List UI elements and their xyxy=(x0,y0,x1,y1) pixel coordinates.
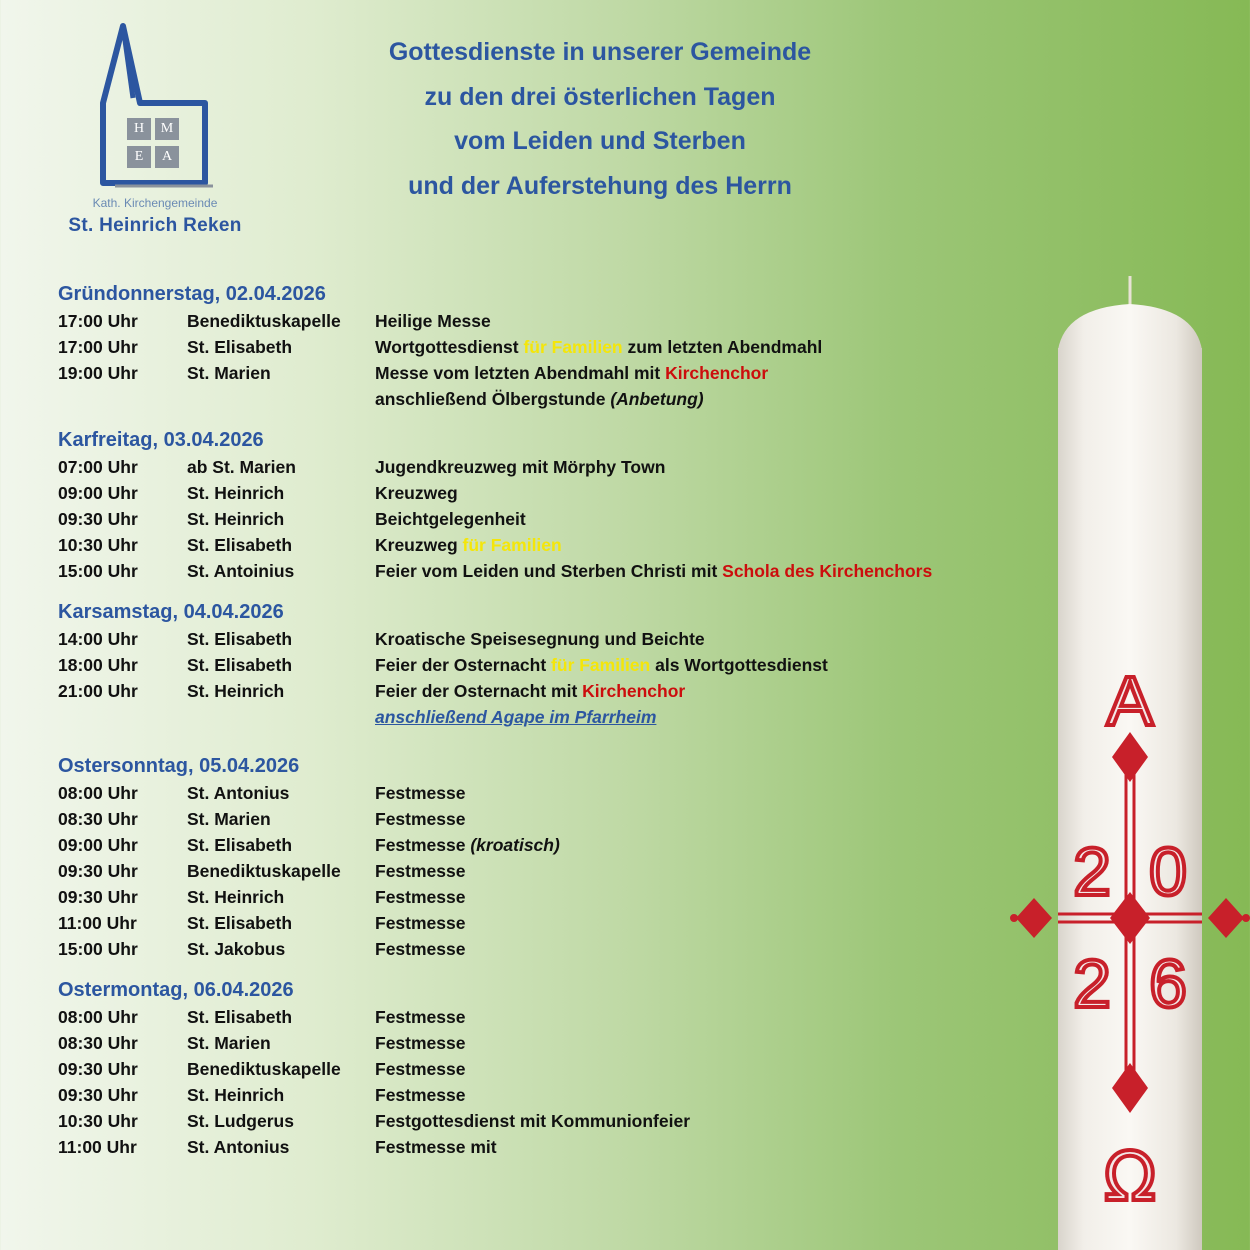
schedule-row xyxy=(58,1134,978,1160)
service-time: 09:00 Uhr xyxy=(58,835,138,855)
service-place: St. Antonius xyxy=(187,783,290,803)
service-description xyxy=(375,360,978,386)
service-place: St. Elisabeth xyxy=(187,337,293,357)
logo-letter-a: A xyxy=(161,149,173,164)
schedule-row xyxy=(58,360,978,386)
service-place: St. Elisabeth xyxy=(187,629,293,649)
day-heading: Karsamstag, 04.04.2026 xyxy=(58,601,284,623)
service-time: 09:30 Uhr xyxy=(58,509,138,529)
service-description xyxy=(375,386,978,412)
service-place: St. Heinrich xyxy=(187,681,285,701)
service-place: Benediktuskapelle xyxy=(187,1059,341,1079)
service-description: Festmesse xyxy=(375,913,466,933)
page-title xyxy=(300,30,900,208)
logo-name: St. Heinrich Reken xyxy=(68,215,242,236)
service-description: Beichtgelegenheit xyxy=(375,509,526,529)
service-time xyxy=(58,386,187,412)
schedule-row xyxy=(58,910,978,936)
schedule-row xyxy=(58,386,978,412)
day-heading: Ostermontag, 06.04.2026 xyxy=(58,979,294,1001)
service-description: Festmesse xyxy=(375,1059,466,1079)
day-heading: Ostersonntag, 05.04.2026 xyxy=(58,755,300,777)
service-place: St. Marien xyxy=(187,809,271,829)
logo-letter-e: E xyxy=(134,149,144,164)
logo-subtitle: Kath. Kirchengemeinde xyxy=(92,196,218,210)
service-time: 15:00 Uhr xyxy=(58,561,138,581)
title-line-1: Gottesdienste in unserer Gemeinde xyxy=(388,38,812,66)
schedule-row xyxy=(58,678,978,704)
logo-letter-m: M xyxy=(160,121,174,136)
logo-letter-h: H xyxy=(133,121,145,136)
schedule-row xyxy=(58,308,978,334)
service-time: 14:00 Uhr xyxy=(58,629,138,649)
description-note: (kroatisch) xyxy=(470,835,560,855)
schedule-row xyxy=(58,1056,978,1082)
service-description: Festmesse xyxy=(375,1033,466,1053)
schedule-row xyxy=(58,506,978,532)
service-time: 09:30 Uhr xyxy=(58,1059,138,1079)
service-description: Kroatische Speisesegnung und Beichte xyxy=(375,629,705,649)
service-time: 08:00 Uhr xyxy=(58,783,138,803)
service-place: Benediktuskapelle xyxy=(187,311,341,331)
schedule-row xyxy=(58,454,978,480)
service-place: St. Heinrich xyxy=(187,1085,285,1105)
day-section xyxy=(58,280,978,412)
schedule-row xyxy=(58,936,978,962)
service-description: Festgottesdienst mit Kommunionfeier xyxy=(375,1111,691,1131)
day-section xyxy=(58,976,978,1160)
schedule-row xyxy=(58,1082,978,1108)
service-schedule xyxy=(58,280,978,1160)
agape-link[interactable]: anschließend Agape im Pfarrheim xyxy=(375,707,657,727)
service-description: Festmesse xyxy=(375,1007,466,1027)
title-line-4: und der Auferstehung des Herrn xyxy=(408,171,792,200)
service-place: St. Heinrich xyxy=(187,483,285,503)
easter-candle xyxy=(1010,270,1250,1250)
description-text: Feier vom Leiden und Sterben Christi mit xyxy=(375,561,723,581)
choir-highlight: Schola des Kirchenchors xyxy=(722,561,933,581)
service-place: St. Heinrich xyxy=(187,887,285,907)
description-text: Messe vom letzten Abendmahl mit xyxy=(375,363,666,383)
day-section xyxy=(58,598,978,730)
schedule-row xyxy=(58,558,978,584)
schedule-row xyxy=(58,832,978,858)
service-time: 08:30 Uhr xyxy=(58,1033,138,1053)
service-time: 11:00 Uhr xyxy=(58,1137,137,1157)
service-time: 21:00 Uhr xyxy=(58,681,138,701)
service-description xyxy=(375,832,978,858)
service-time: 15:00 Uhr xyxy=(58,939,138,959)
family-highlight: für Familien xyxy=(462,535,562,555)
year-digit-4: 6 xyxy=(1149,946,1187,1022)
schedule-row xyxy=(58,806,978,832)
service-time: 09:30 Uhr xyxy=(58,861,138,881)
description-text: Wortgottesdienst xyxy=(375,337,524,357)
schedule-row xyxy=(58,1030,978,1056)
service-description xyxy=(375,652,978,678)
description-note: (Anbetung) xyxy=(610,389,704,409)
service-place: St. Elisabeth xyxy=(187,913,293,933)
service-place: St. Heinrich xyxy=(187,509,285,529)
schedule-row xyxy=(58,652,978,678)
service-place: Benediktuskapelle xyxy=(187,861,341,881)
schedule-row xyxy=(58,884,978,910)
description-text: Feier der Osternacht xyxy=(375,655,552,675)
service-time: 17:00 Uhr xyxy=(58,337,138,357)
service-description xyxy=(375,678,978,704)
service-place: St. Antonius xyxy=(187,1137,290,1157)
choir-highlight: Kirchenchor xyxy=(665,363,769,383)
parish-logo xyxy=(55,18,255,243)
service-place: St. Marien xyxy=(187,1033,271,1053)
service-place xyxy=(187,386,375,412)
service-description: Festmesse xyxy=(375,861,466,881)
service-description: Festmesse mit xyxy=(375,1137,497,1157)
service-time: 19:00 Uhr xyxy=(58,363,138,383)
service-description xyxy=(375,558,978,584)
service-place: St. Elisabeth xyxy=(187,1007,293,1027)
service-time: 09:00 Uhr xyxy=(58,483,138,503)
service-place: St. Ludgerus xyxy=(187,1111,294,1131)
schedule-row xyxy=(58,1004,978,1030)
service-description: Festmesse xyxy=(375,809,466,829)
service-place xyxy=(187,704,375,730)
service-time: 10:30 Uhr xyxy=(58,1111,138,1131)
service-time: 10:30 Uhr xyxy=(58,535,138,555)
omega-symbol: Ω xyxy=(1104,1138,1156,1217)
day-heading: Karfreitag, 03.04.2026 xyxy=(58,429,264,451)
year-digit-2: 0 xyxy=(1149,834,1187,910)
year-digit-1: 2 xyxy=(1073,834,1111,910)
service-time xyxy=(58,704,187,730)
day-section xyxy=(58,752,978,962)
description-text: zum letzten Abendmahl xyxy=(622,337,823,357)
service-description xyxy=(375,532,978,558)
service-time: 08:30 Uhr xyxy=(58,809,138,829)
schedule-row xyxy=(58,626,978,652)
service-description: Kreuzweg xyxy=(375,483,458,503)
schedule-row xyxy=(58,480,978,506)
schedule-row xyxy=(58,780,978,806)
service-description: Festmesse xyxy=(375,939,466,959)
schedule-row xyxy=(58,532,978,558)
schedule-row xyxy=(58,334,978,360)
service-place: St. Marien xyxy=(187,363,271,383)
church-logo-icon xyxy=(95,18,215,193)
schedule-row xyxy=(58,704,978,730)
schedule-row xyxy=(58,858,978,884)
description-text: Feier der Osternacht mit xyxy=(375,681,583,701)
service-description: Heilige Messe xyxy=(375,311,491,331)
day-section xyxy=(58,426,978,584)
title-line-2: zu den drei österlichen Tagen xyxy=(424,82,776,111)
service-description: Jugendkreuzweg mit Mörphy Town xyxy=(375,457,666,477)
title-line-3: vom Leiden und Sterben xyxy=(454,127,746,155)
service-place: St. Antoinius xyxy=(187,561,295,581)
service-description: Festmesse xyxy=(375,783,466,803)
year-digit-3: 2 xyxy=(1073,946,1111,1022)
service-description: Festmesse xyxy=(375,887,466,907)
service-place: St. Elisabeth xyxy=(187,535,293,555)
easter-candle-icon xyxy=(1010,270,1250,1250)
description-text: Kreuzweg xyxy=(375,535,463,555)
service-time: 07:00 Uhr xyxy=(58,457,138,477)
service-time: 18:00 Uhr xyxy=(58,655,138,675)
description-text: als Wortgottesdienst xyxy=(650,655,828,675)
service-time: 09:30 Uhr xyxy=(58,887,138,907)
service-description: Festmesse xyxy=(375,1085,466,1105)
alpha-symbol: A xyxy=(1106,662,1154,740)
service-place: St. Elisabeth xyxy=(187,835,293,855)
family-highlight: für Familien xyxy=(551,655,651,675)
service-time: 11:00 Uhr xyxy=(58,913,137,933)
service-time: 17:00 Uhr xyxy=(58,311,138,331)
service-description xyxy=(375,334,978,360)
service-place: ab St. Marien xyxy=(187,457,296,477)
schedule-row xyxy=(58,1108,978,1134)
description-text: anschließend Ölbergstunde xyxy=(375,389,611,409)
choir-highlight: Kirchenchor xyxy=(582,681,686,701)
service-place: St. Jakobus xyxy=(187,939,286,959)
service-time: 09:30 Uhr xyxy=(58,1085,138,1105)
family-highlight: für Familien xyxy=(523,337,623,357)
service-description xyxy=(375,704,978,730)
service-place: St. Elisabeth xyxy=(187,655,293,675)
service-time: 08:00 Uhr xyxy=(58,1007,138,1027)
description-text: Festmesse xyxy=(375,835,471,855)
day-heading: Gründonnerstag, 02.04.2026 xyxy=(58,283,326,305)
